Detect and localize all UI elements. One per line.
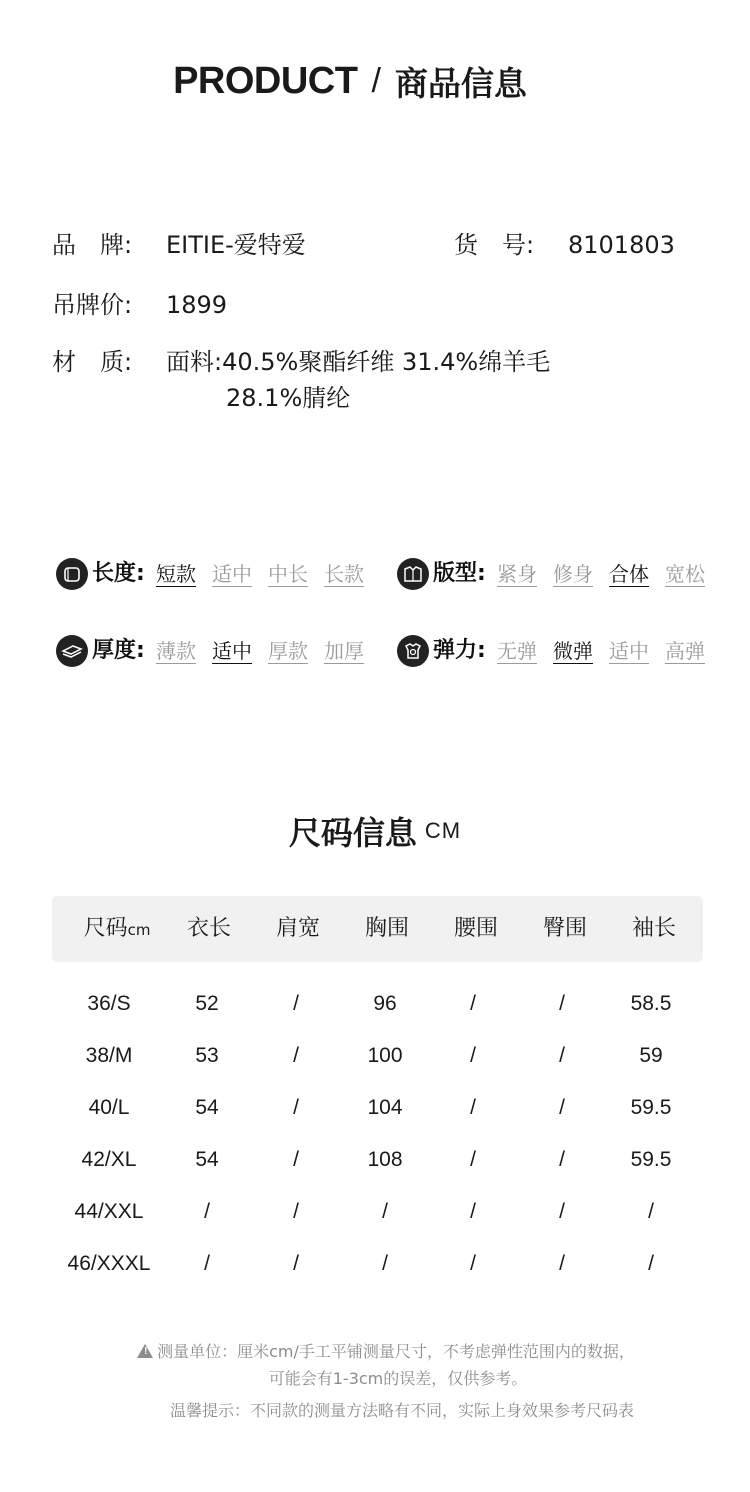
size-table-header (52, 896, 703, 962)
table-cell: / (648, 1252, 654, 1275)
size-section-title (0, 808, 750, 854)
table-cell: / (293, 992, 299, 1015)
table-cell: / (559, 1044, 565, 1067)
table-cell: 54 (195, 1096, 219, 1119)
header-title-zh: 商品信息 (394, 64, 527, 103)
table-cell: 52 (195, 992, 219, 1015)
elasticity-option: 高弹 (665, 639, 705, 663)
table-cell: 96 (373, 992, 397, 1015)
elasticity-option: 微弹 (553, 639, 593, 663)
length-icon (56, 558, 88, 590)
elasticity-icon (397, 635, 429, 667)
table-cell: / (204, 1252, 210, 1275)
fit-label: 版型: (433, 561, 486, 586)
table-row (0, 1134, 750, 1186)
length-option: 中长 (268, 562, 308, 586)
product-header (0, 58, 700, 105)
table-cell: / (559, 992, 565, 1015)
header-separator: / (371, 62, 381, 100)
fit-options (497, 557, 705, 591)
brand-value: EITIE-爱特爱 (166, 231, 306, 259)
table-row (0, 1186, 750, 1238)
table-cell: 54 (195, 1148, 219, 1171)
attr-elasticity (397, 634, 717, 668)
table-cell: 46/XXXL (67, 1252, 151, 1275)
warning-icon: ! (137, 1344, 153, 1358)
thickness-option: 厚款 (268, 639, 308, 663)
column-header: 臀围 (542, 916, 588, 941)
table-cell: / (293, 1200, 299, 1223)
fit-option: 宽松 (665, 562, 705, 586)
fit-option: 紧身 (497, 562, 537, 586)
tip-note: 温馨提示：不同款的测量方法略有不同，实际上身效果参考尺码表 (169, 1401, 634, 1420)
thickness-option: 适中 (212, 639, 252, 663)
table-cell: 108 (367, 1148, 403, 1171)
table-cell: 40/L (88, 1096, 130, 1119)
attr-thickness (56, 634, 376, 668)
table-row (0, 978, 750, 1030)
table-cell: 44/XXL (74, 1200, 144, 1223)
table-cell: / (470, 1044, 476, 1067)
material-line-2: 28.1%腈纶 (226, 384, 351, 412)
column-header: 腰围 (453, 916, 499, 941)
fit-option: 修身 (553, 562, 593, 586)
table-row (0, 1030, 750, 1082)
elasticity-label: 弹力: (433, 638, 486, 663)
table-cell: 36/S (87, 992, 131, 1015)
table-cell: / (293, 1252, 299, 1275)
material-line-1: 面料:40.5%聚酯纤维 31.4%绵羊毛 (166, 348, 551, 376)
column-header: 袖长 (631, 916, 677, 941)
fit-option: 合体 (609, 562, 649, 586)
table-cell: 58.5 (630, 992, 672, 1015)
table-cell: / (382, 1200, 388, 1223)
table-row (0, 1238, 750, 1290)
column-header: 衣长 (186, 916, 232, 941)
material-label: 材 质: (52, 348, 133, 376)
table-cell: 59.5 (630, 1148, 672, 1171)
table-cell: / (559, 1200, 565, 1223)
material-row (52, 346, 551, 412)
table-cell: / (293, 1148, 299, 1171)
table-cell: / (293, 1044, 299, 1067)
table-cell: / (470, 1148, 476, 1171)
table-cell: / (470, 1096, 476, 1119)
table-cell: / (470, 992, 476, 1015)
header-title-en: PRODUCT (173, 60, 358, 102)
price-row (52, 289, 228, 321)
size-title-text: 尺码信息 (288, 814, 417, 852)
table-cell: 53 (195, 1044, 219, 1067)
column-header: 肩宽 (275, 916, 321, 941)
thickness-icon (56, 635, 88, 667)
attr-fit (397, 557, 717, 591)
table-cell: 59 (639, 1044, 663, 1067)
table-cell: 59.5 (630, 1096, 672, 1119)
table-cell: / (382, 1252, 388, 1275)
thickness-label: 厚度: (92, 638, 145, 663)
measurement-note-line-1: ! 测量单位：厘米cm/手工平铺测量尺寸，不考虑弹性范围内的数据， (0, 1339, 750, 1362)
table-cell: / (559, 1148, 565, 1171)
table-cell: / (648, 1200, 654, 1223)
table-cell: 42/XL (81, 1148, 137, 1171)
measurement-note-line-2: 可能会有1-3cm的误差，仅供参考。 (268, 1369, 528, 1388)
sku-label: 货 号: (454, 231, 535, 259)
column-header: 尺码cm (83, 916, 151, 941)
sku-value: 8101803 (568, 231, 675, 259)
length-option: 长款 (324, 562, 364, 586)
table-cell: / (559, 1252, 565, 1275)
thickness-options (156, 634, 364, 668)
elasticity-option: 无弹 (497, 639, 537, 663)
sku-row (454, 229, 675, 261)
fit-icon (397, 558, 429, 590)
price-value: 1899 (166, 291, 228, 319)
table-cell: 104 (367, 1096, 403, 1119)
elasticity-options (497, 634, 705, 668)
brand-label: 品 牌: (52, 231, 133, 259)
table-cell: / (204, 1200, 210, 1223)
table-cell: / (293, 1096, 299, 1119)
table-cell: / (470, 1252, 476, 1275)
attr-length (56, 557, 376, 591)
elasticity-option: 适中 (609, 639, 649, 663)
length-option: 适中 (212, 562, 252, 586)
table-cell: 100 (367, 1044, 403, 1067)
thickness-option: 加厚 (324, 639, 364, 663)
table-cell: / (559, 1096, 565, 1119)
length-label: 长度: (92, 561, 145, 586)
price-label: 吊牌价: (52, 291, 133, 319)
length-options (156, 557, 364, 591)
size-title-unit: CM (424, 818, 462, 843)
table-cell: 38/M (85, 1044, 133, 1067)
table-cell: / (470, 1200, 476, 1223)
brand-row (52, 229, 306, 261)
table-row (0, 1082, 750, 1134)
column-header: 胸围 (364, 916, 410, 941)
thickness-option: 薄款 (156, 639, 196, 663)
length-option: 短款 (156, 562, 196, 586)
